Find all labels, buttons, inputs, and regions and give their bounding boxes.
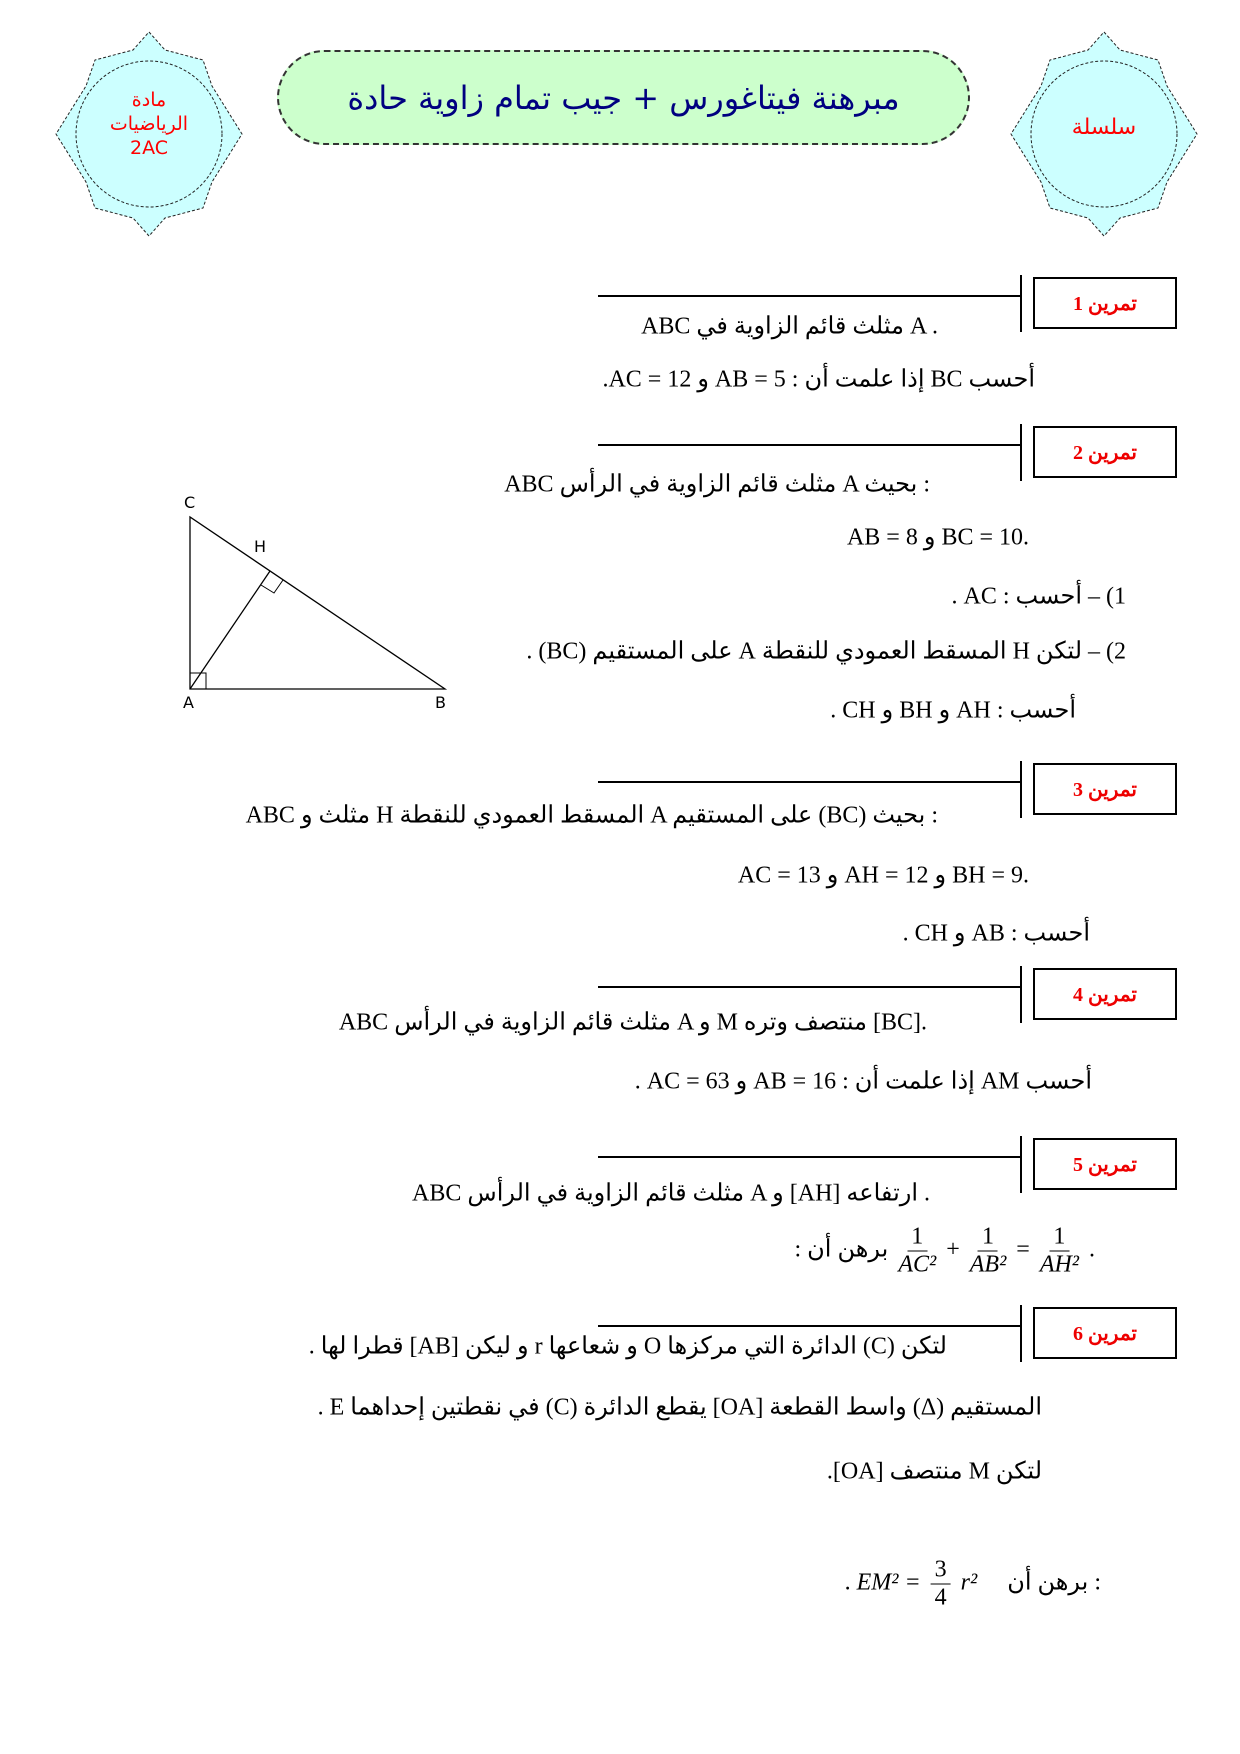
exercise-6-formula-line <box>845 1557 1101 1612</box>
exercise-1-line-2: أحسب BC إذا علمت أن : AB = 5 و AC = 12. <box>602 366 1035 393</box>
exercise-label: تمرين 2 <box>1033 426 1177 478</box>
exercise-4-line-1: ABC مثلث قائم الزاوية في الرأس A و M منتصف وتره [BC]. <box>338 1009 927 1036</box>
page-title: مبرهنة فيتاغورس + جيب تمام زاوية حادة <box>277 50 970 145</box>
exercise-label: تمرين 3 <box>1033 763 1177 815</box>
exercise-3-line-3: أحسب : AB و CH . <box>902 920 1090 947</box>
level-label: 2AC <box>129 137 169 159</box>
formula-rhs: r² <box>960 1569 978 1596</box>
vertex-label-b: B <box>435 693 446 712</box>
vertex-label-c: C <box>184 493 196 512</box>
prove-label: برهن أن : <box>794 1236 889 1263</box>
exercise-label: تمرين 1 <box>1033 277 1177 329</box>
prove-label: برهن أن : <box>1007 1569 1101 1596</box>
exercise-4-line-2: أحسب AM إذا علمت أن : AB = 16 و AC = 63 . <box>634 1068 1092 1095</box>
exercise-2-line-1: ABC مثلث قائم الزاوية في الرأس A بحيث : <box>504 471 930 498</box>
triangle-abc <box>190 517 445 689</box>
plus-sign: + <box>946 1236 960 1263</box>
vertex-label-h: H <box>254 537 267 556</box>
exercise-3-line-1: ABC مثلث و H المسقط العمودي للنقطة A على المستقيم (BC) بحيث : <box>245 802 938 829</box>
subject-label: مادة <box>131 89 167 111</box>
exercise-3-line-2: AC = 13 و AH = 12 و BH = 9. <box>737 862 1029 889</box>
exercise-label: تمرين 6 <box>1033 1307 1177 1359</box>
period: . <box>844 1569 851 1596</box>
equals-sign: = <box>1016 1236 1030 1263</box>
exercise-6-line-3: لتكن M منتصف [OA]. <box>826 1458 1042 1485</box>
exercise-2-line-2: AB = 8 و BC = 10. <box>846 524 1029 551</box>
right-angle-mark-h <box>261 580 283 593</box>
subject-name: الرياضيات <box>109 113 189 135</box>
exercise-2-line-5: أحسب : AH و BH و CH . <box>830 697 1076 724</box>
exercise-6-line-1: لتكن (C) الدائرة التي مركزها O و شعاعها r و ليكن [AB] قطرا لها . <box>308 1333 947 1360</box>
fraction-1-over-ah2: $\frac{1}{\text{AH²}}$ <box>1039 1223 1079 1278</box>
exercise-5-line-1: ABC مثلث قائم الزاوية في الرأس A و [AH] ارتفاعه . <box>412 1180 930 1207</box>
exercise-2-line-3: 1) – أحسب : AC . <box>951 583 1126 610</box>
vertex-label-a: A <box>183 693 194 712</box>
altitude-ah <box>190 571 270 689</box>
fraction-1-over-ac2: $\frac{1}{\text{AC²}}$ <box>898 1223 937 1278</box>
formula-lhs: EM² = <box>856 1569 921 1596</box>
period: . <box>1089 1236 1095 1263</box>
fraction-three-quarters: $\frac{3}{4}$ <box>931 1557 951 1612</box>
subject-badge <box>110 88 188 160</box>
exercise-2-line-4: 2) – لتكن H المسقط العمودي للنقطة A على المستقيم (BC) . <box>526 638 1126 665</box>
exercise-1-line-1: ABC مثلث قائم الزاوية في A . <box>641 313 938 340</box>
exercise-label: تمرين 4 <box>1033 968 1177 1020</box>
fraction-1-over-ab2: $\frac{1}{\text{AB²}}$ <box>969 1223 1007 1278</box>
exercise-5-formula-line <box>771 1224 1095 1279</box>
right-triangle-figure <box>160 490 480 720</box>
series-badge: سلسلة <box>1071 115 1137 140</box>
exercise-label: تمرين 5 <box>1033 1138 1177 1190</box>
exercise-6-line-2: المستقيم (Δ) واسط القطعة [OA] يقطع الدائرة (C) في نقطتين إحداهما E . <box>317 1394 1042 1421</box>
